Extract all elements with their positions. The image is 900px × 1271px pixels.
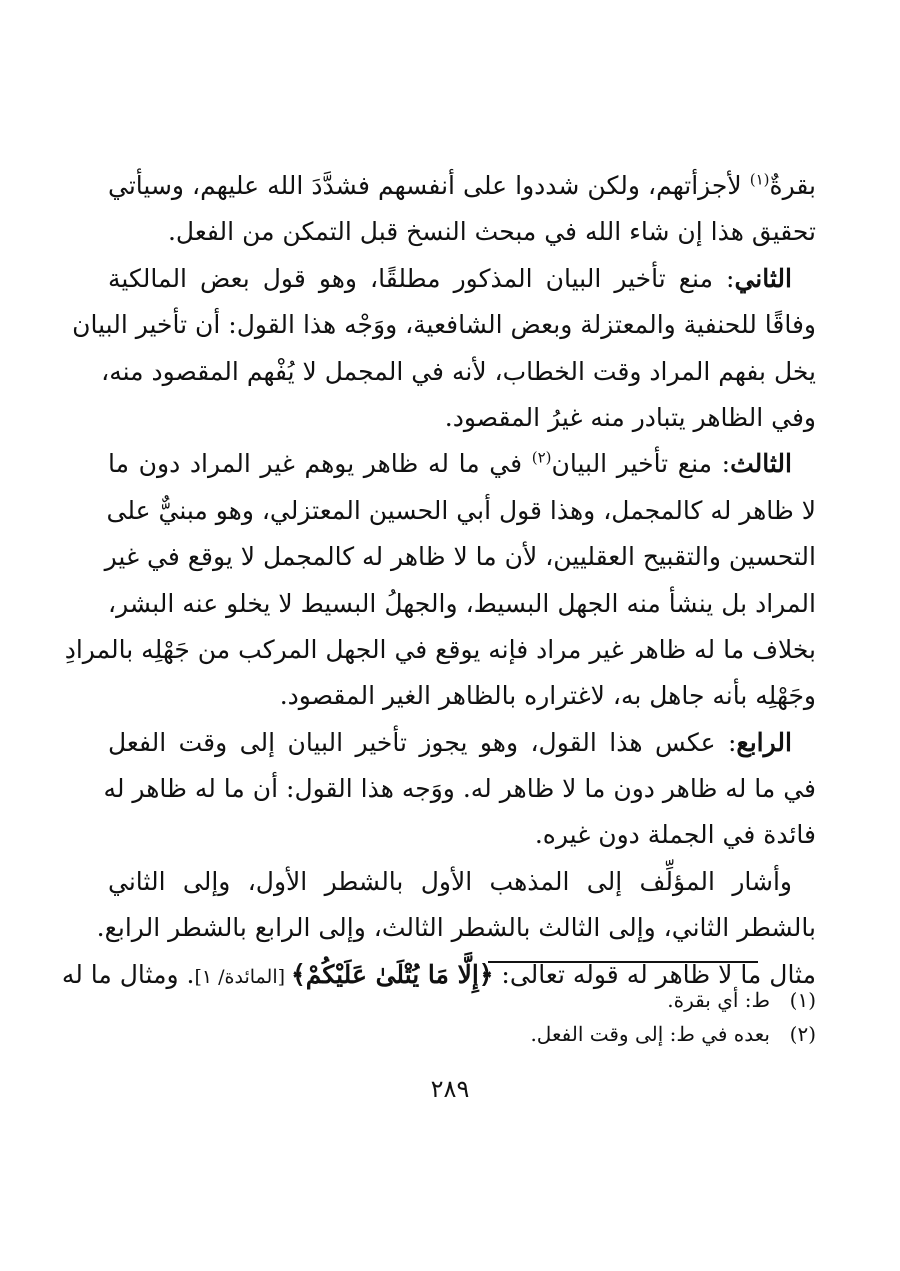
text-line: تحقيق هذا إن شاء الله في مبحث النسخ قبل التمكن من الفعل. [167, 217, 816, 247]
line-text: بقرةٌ [769, 171, 816, 200]
footnotes [300, 983, 816, 1051]
text-line: في ما له ظاهر دون ما لا ظاهر له. ووَجه هذا القول: أن ما له ظاهر له [103, 774, 816, 804]
text-line [108, 163, 816, 209]
text-line: وفي الظاهر يتبادر منه غيرُ المقصود. [444, 402, 816, 432]
text-line [108, 720, 816, 766]
section-term: الرابع [736, 727, 792, 757]
line-text: : منع تأخير البيان المذكور مطلقًا، وهو قول بعض المالكية [108, 263, 735, 293]
text-line: التحسين والتقبيح العقليين، لأن ما لا ظاهر له كالمجمل لا يوقع في غير [104, 542, 816, 572]
line-text: : عكس هذا القول، وهو يجوز تأخير البيان إلى وقت الفعل [108, 727, 737, 757]
text-line [108, 256, 816, 302]
text-line: وأشار المؤلِّف إلى المذهب الأول بالشطر الأول، وإلى الثاني [108, 866, 792, 896]
text-line: يخل بفهم المراد وقت الخطاب، لأنه في المجمل لا يُفْهم المقصود منه، [101, 356, 816, 386]
line-text: : منع تأخير البيان [551, 449, 731, 479]
quran-quote: ﴿إِلَّا مَا يُتْلَىٰ عَلَيْكُمْ﴾ [291, 959, 494, 989]
line-text: لأجزأتهم، ولكن شددوا على أنفسهم فشدَّدَ الله عليهم، وسيأتي [108, 171, 750, 200]
footnote [300, 983, 816, 1017]
text-line: المراد بل ينشأ منه الجهل البسيط، والجهلُ البسيط لا يخلو عنه البشر، [108, 588, 816, 618]
text-line: بخلاف ما له ظاهر غير مراد فإنه يوقع في الجهل المركب من جَهْلِه بالمرادِ [64, 634, 816, 664]
text-line [108, 441, 816, 487]
footnote-separator [488, 961, 758, 963]
text-line: فائدة في الجملة دون غيره. [534, 820, 816, 850]
line-text: . ومثال ما له [61, 959, 195, 989]
footnote-number: (٢) [789, 1022, 816, 1046]
footnote-text: ط: أي بقرة. [667, 988, 770, 1012]
footnote [300, 1017, 816, 1051]
text-line: وفاقًا للحنفية والمعتزلة وبعض الشافعية، ووَجْه هذا القول: أن تأخير البيان [72, 310, 816, 340]
page-number: ٢٨٩ [430, 1075, 470, 1103]
line-text: في ما له ظاهر يوهم غير المراد دون ما [108, 449, 532, 479]
footnote-number: (١) [789, 988, 816, 1012]
footnote-reference: (٢) [531, 449, 552, 468]
section-term: الثالث [730, 449, 792, 479]
text-line: وجَهْلِه بأنه جاهل به، لاغتراره بالظاهر الغير المقصود. [279, 681, 816, 711]
quran-citation: [المائدة/ ١] [194, 965, 292, 988]
section-term: الثاني [734, 263, 792, 293]
main-text [61, 163, 816, 998]
text-line: بالشطر الثاني، وإلى الثالث بالشطر الثالث، وإلى الرابع بالشطر الرابع. [96, 913, 816, 943]
line-text: مثال ما لا ظاهر له قوله تعالى: [493, 959, 816, 989]
footnote-text: بعده في ط: إلى وقت الفعل. [530, 1022, 770, 1046]
footnote-reference: (١) [749, 170, 770, 189]
text-line: لا ظاهر له كالمجمل، وهذا قول أبي الحسين المعتزلي، وهو مبنيٌّ على [106, 495, 816, 525]
